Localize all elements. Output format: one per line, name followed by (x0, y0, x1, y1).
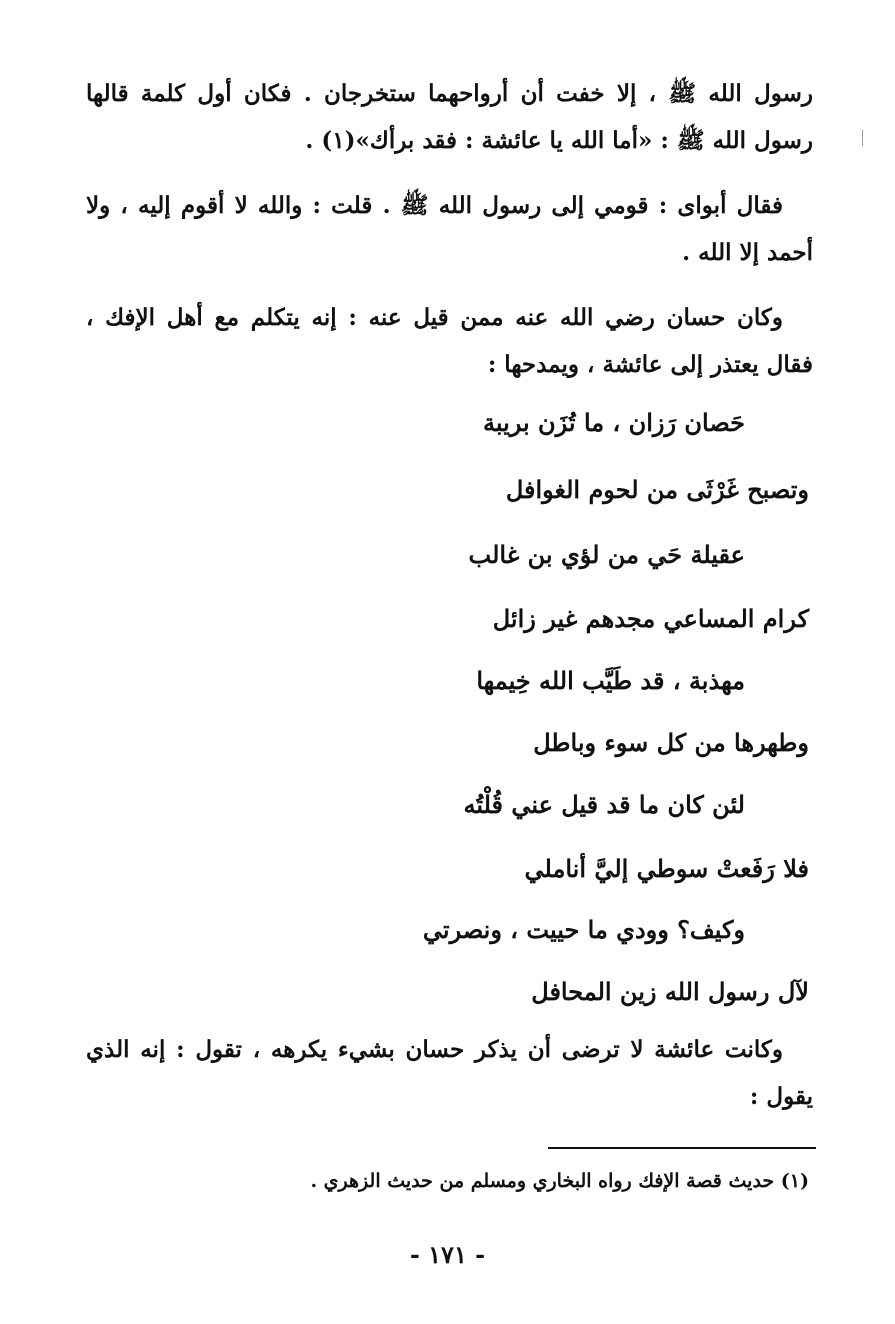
page-number: - ١٧١ - (409, 1240, 486, 1269)
paragraph-1: رسول الله ﷺ ، إلا خفت أن أرواحهما ستخرجان . فكان أول كلمة قالها رسول الله ﷺ : «أما الله يا عائشة : فقد برأك»(١) . (86, 80, 813, 154)
paragraph-3: وكان حسان رضي الله عنه ممن قيل عنه : إنه يتكلم مع أهل الإفك ، فقال يعتذر إلى عائشة ، ويمدحها : (86, 304, 813, 378)
poem-line-5: مهذبة ، قد طَيَّب الله خِيمها (476, 666, 745, 695)
poem-line-8: فلا رَفَعتْ سوطي إليَّ أناملي (524, 854, 809, 883)
poem-line-6: وطهرها من كل سوء وباطل (533, 728, 809, 757)
paragraph-4: وكانت عائشة لا ترضى أن يذكر حسان بشيء يكرهه ، تقول : إنه الذي يقول : (86, 1036, 813, 1110)
poem-line-9: وكيف؟ وودي ما حييت ، ونصرتي (422, 915, 745, 944)
paragraph-2: فقال أبواى : قومي إلى رسول الله ﷺ . قلت : والله لا أقوم إليه ، ولا أحمد إلا الله . (86, 192, 813, 266)
footnote: (١) حديث قصة الإفك رواه البخاري ومسلم من حديث الزهري . (310, 1170, 809, 1192)
poem-line-2: وتصبح غَرْثَى من لحوم الغوافل (505, 475, 809, 504)
footnote-separator (548, 1147, 816, 1149)
poem-line-1: حَصان رَزان ، ما تُزَن بريبة (482, 408, 745, 437)
poem-line-3: عقيلة حَي من لؤي بن غالب (468, 540, 745, 569)
poem-line-7: لئن كان ما قد قيل عني قُلْتُه (463, 790, 745, 819)
poem-line-4: كرام المساعي مجدهم غير زائل (492, 604, 809, 633)
poem-line-10: لآل رسول الله زين المحافل (531, 977, 809, 1006)
scan-edge-mark (862, 130, 863, 146)
